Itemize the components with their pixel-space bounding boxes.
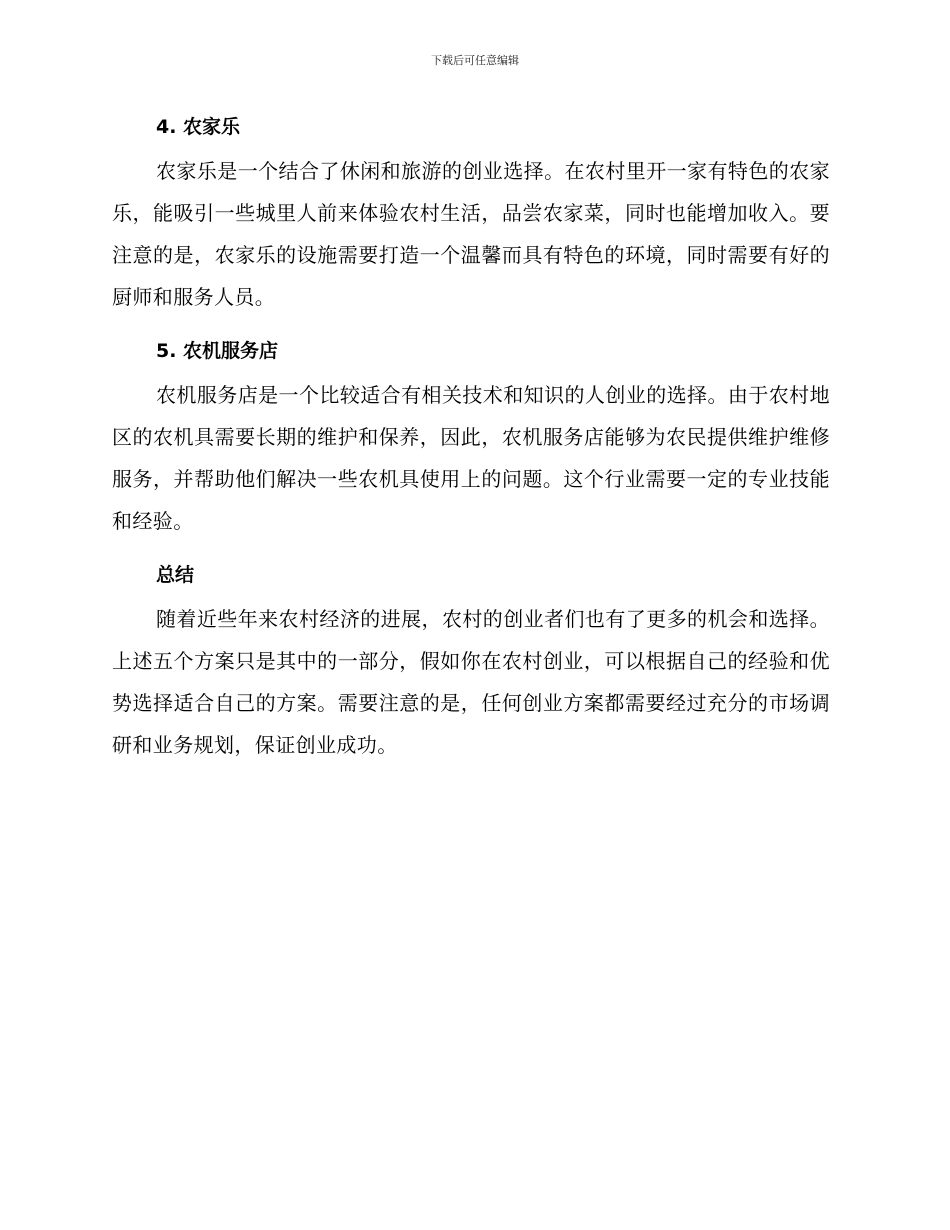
section-heading-summary: 总结 <box>156 564 195 586</box>
section-heading-farm-machinery: 5. 农机服务店 <box>156 340 279 362</box>
page-header: 下载后可任意编辑 <box>431 54 519 67</box>
section-paragraph-summary: 随着近些年来农村经济的进展，农村的创业者们也有了更多的机会和选择。上述五个方案只是其中的一部分，假如你在农村创业，可以根据自己的经验和优势选择适合自己的方案。需要注意的是，任何创业方案都需要经过充分的市场调研和业务规划，保证创业成功。 <box>112 607 830 757</box>
document-body <box>112 112 830 766</box>
section-paragraph-farm-machinery: 农机服务店是一个比较适合有相关技术和知识的人创业的选择。由于农村地区的农机具需要长期的维护和保养，因此，农机服务店能够为农民提供维护维修服务，并帮助他们解决一些农机具使用上的问题。这个行业需要一定的专业技能和经验。 <box>112 383 830 533</box>
section-heading-farmhouse: 4. 农家乐 <box>156 116 241 138</box>
section-paragraph-farmhouse: 农家乐是一个结合了休闲和旅游的创业选择。在农村里开一家有特色的农家乐，能吸引一些城里人前来体验农村生活，品尝农家菜，同时也能增加收入。要注意的是，农家乐的设施需要打造一个温馨而具有特色的环境，同时需要有好的厨师和服务人员。 <box>112 159 830 309</box>
